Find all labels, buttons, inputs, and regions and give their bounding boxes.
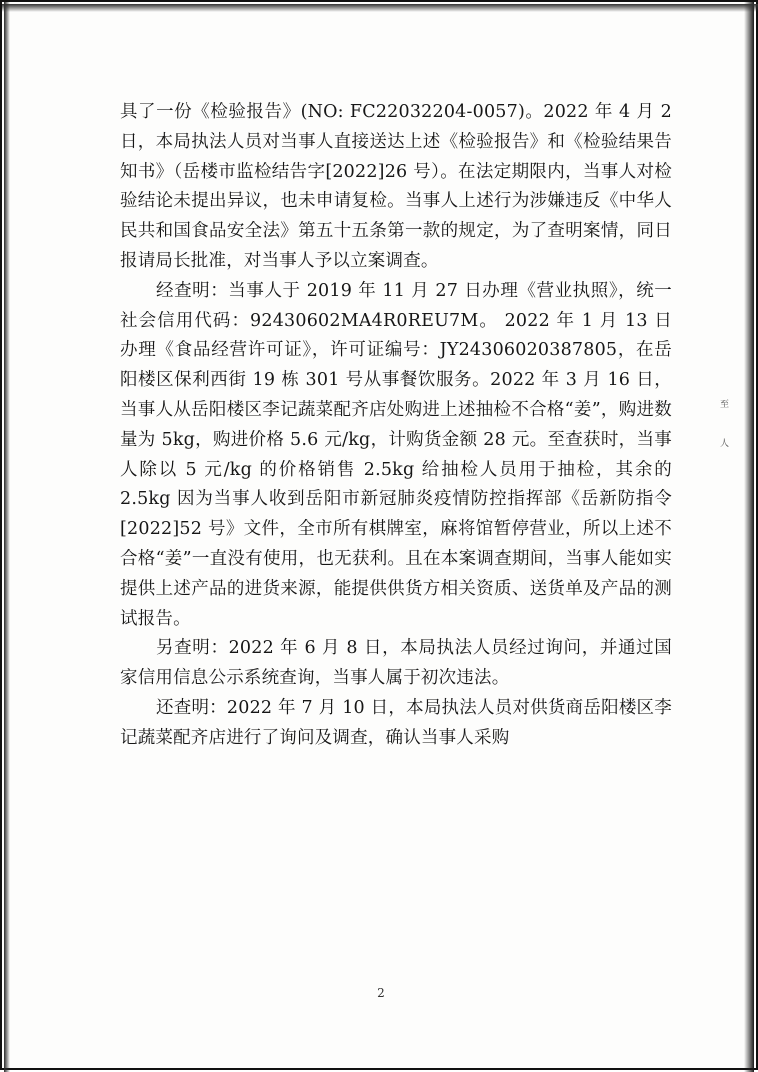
scan-shadow-left — [4, 2, 10, 1072]
margin-marks — [720, 397, 729, 449]
document-body — [120, 98, 672, 754]
margin-mark: 人 — [720, 439, 730, 449]
scan-shadow-top — [2, 4, 758, 12]
page-number: 2 — [377, 986, 385, 1000]
paragraph-4: 还查明：2022 年 7 月 10 日，本局执法人员对供货商岳阳楼区李记蔬菜配齐店进行了询问及调查，确认当事人采购 — [120, 697, 672, 748]
scan-shadow-right — [744, 2, 754, 1072]
paragraph-1: 具了一份《检验报告》(NO: FC22032204-0057)。2022 年 4 月 2 日，本局执法人员对当事人直接送达上述《检验报告》和《检验结果告知书》（岳楼市监检结告字[2022]26 号）。在法定期限内，当事人对检验结论未提出异议，也未申请复检。当事人上述行为涉嫌违反《中华人民共和国食品安全法》第五十五条第一款的规定，为了查明案情，同日报请局长批准，对当事人予以立案调查。 — [120, 102, 672, 271]
paragraph-2: 经查明：当事人于 2019 年 11 月 27 日办理《营业执照》，统一社会信用代码：92430602MA4R0REU7M。 2022 年 1 月 13 日办理《食品经营许可证》，许可证编号：JY24306020387805，在岳阳楼区保利西街 19 栋 301 号从事餐饮服务。2022 年 3 月 16 日，当事人从岳阳楼区李记蔬菜配齐店处购进上述抽检不合格“姜”，购进数量为 5kg，购进价格 5.6 元/kg，计购货金额 28 元。至查获时，当事人除以 5 元/kg 的价格销售 2.5kg 给抽检人员用于抽检，其余的 2.5kg 因为当事人收到岳阳市新冠肺炎疫情防控指挥部《岳新防指令[2022]52 号》文件，全市所有棋牌室，麻将馆暂停营业，所以上述不合格“姜”一直没有使用，也无获利。且在本案调查期间，当事人能如实提供上述产品的进货来源，能提供供货方相关资质、送货单及产品的测试报告。 — [120, 280, 672, 629]
margin-mark: 至 — [720, 400, 730, 410]
paragraph-3: 另查明：2022 年 6 月 8 日，本局执法人员经过询问，并通过国家信用信息公示系统查询，当事人属于初次违法。 — [120, 638, 672, 689]
